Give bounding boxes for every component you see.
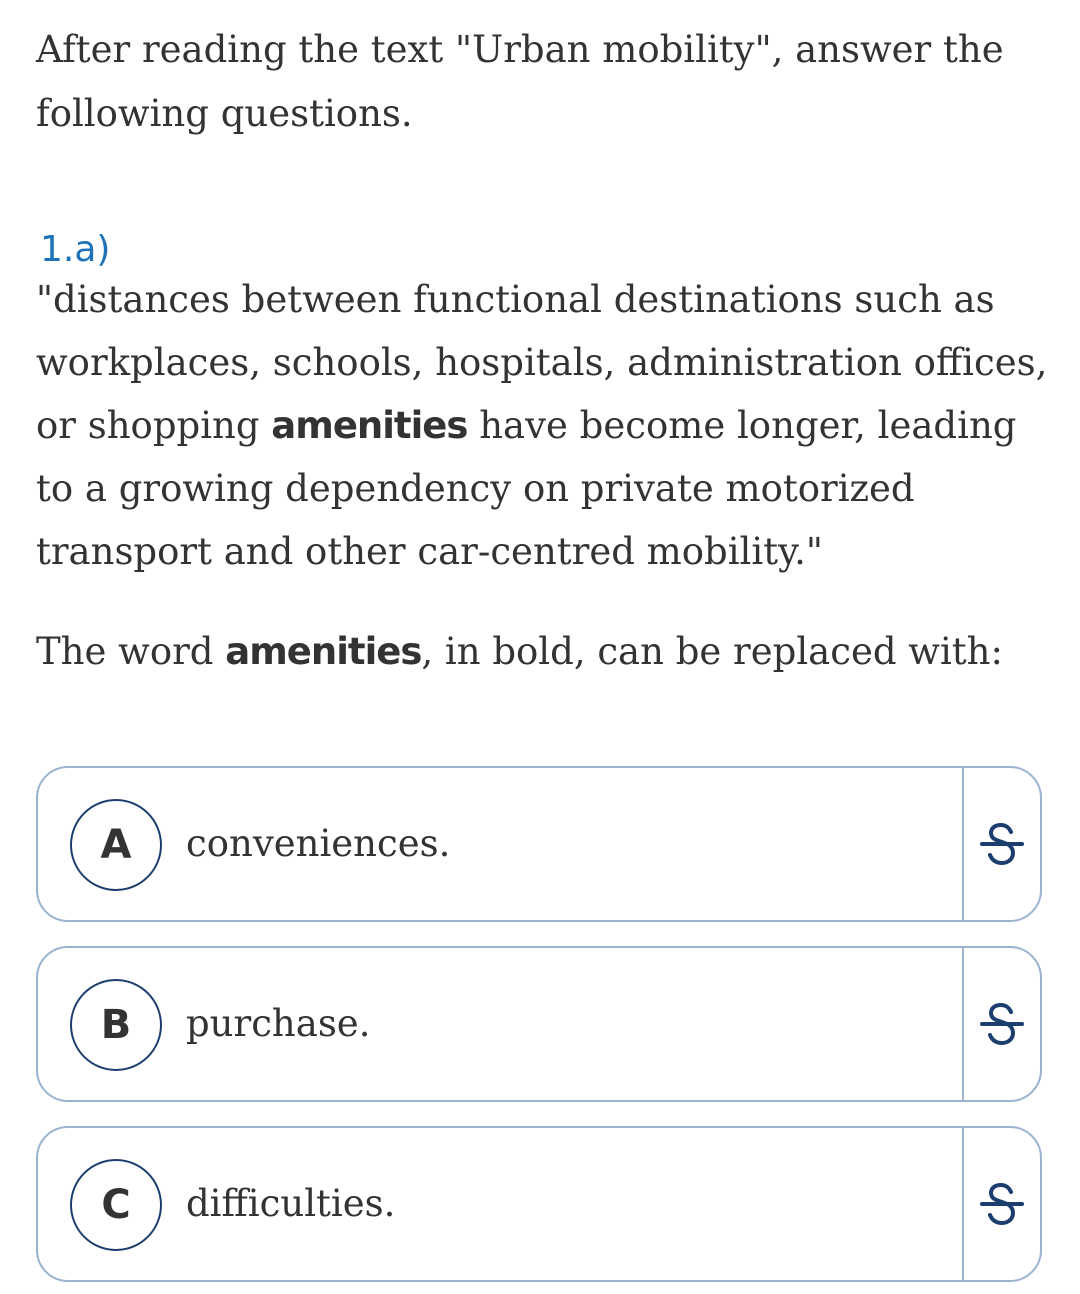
answer-option-c[interactable]: [36, 1126, 1042, 1282]
option-letter-badge: C: [70, 1159, 162, 1251]
option-text: purchase.: [186, 1002, 371, 1045]
strikethrough-s-icon: [980, 1000, 1024, 1048]
passage-bold-word: amenities: [271, 404, 468, 447]
prompt-text-after: , in bold, can be replaced with:: [421, 630, 1003, 673]
option-letter-badge: B: [70, 979, 162, 1071]
question-passage: [36, 268, 1056, 583]
passage-text-after: have become longer, leading to a growing dependency on private motorized transport and other car-centred mobility.": [36, 404, 1017, 573]
answer-option-b[interactable]: [36, 946, 1042, 1102]
option-text: difficulties.: [186, 1182, 396, 1225]
option-letter-badge: A: [70, 799, 162, 891]
option-text: conveniences.: [186, 822, 451, 865]
eliminate-option-button[interactable]: [962, 768, 1040, 920]
prompt-text-before: The word: [36, 630, 226, 673]
strikethrough-s-icon: [980, 820, 1024, 868]
answer-option-a[interactable]: [36, 766, 1042, 922]
eliminate-option-button[interactable]: [962, 1128, 1040, 1280]
instructions-text: After reading the text "Urban mobility", answer the following questions.: [36, 28, 1004, 135]
prompt-bold-word: amenities: [225, 630, 422, 673]
passage-text-before: "distances between functional destinations such as workplaces, schools, hospitals, administration offices, or shopping: [36, 278, 1048, 447]
strikethrough-s-icon: [980, 1180, 1024, 1228]
eliminate-option-button[interactable]: [962, 948, 1040, 1100]
question-prompt: [36, 620, 1056, 684]
question-number: 1.a): [40, 229, 111, 270]
